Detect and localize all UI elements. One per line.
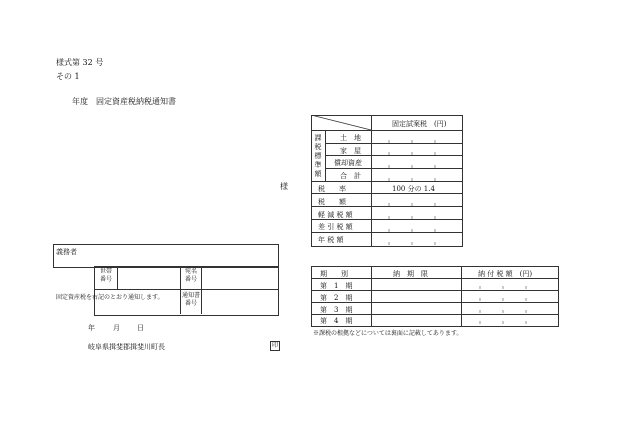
row-total-label: 合 計: [340, 172, 361, 180]
period-1: 第 1 期: [320, 282, 353, 290]
amount-header: 納 付 税 額 (円): [478, 270, 533, 278]
tax-header-label: 固定試案税 (円): [392, 120, 447, 128]
recipient-number-label: 宛名番号: [184, 268, 197, 283]
seal-icon: 印: [271, 342, 278, 349]
notice-text: 固定資産税を右記のとおり通知します。: [56, 294, 164, 301]
rate-label: 税 率: [318, 185, 346, 193]
net-label: 差 引 税 額: [318, 223, 353, 231]
installment-footnote: ※課税の根拠などについては裏面に記載してあります。: [313, 330, 463, 337]
honorific: 様: [280, 182, 288, 191]
row-depreciable-label: 償却資産: [334, 159, 362, 167]
document-title: 年度 固定資産税納税通知書: [72, 97, 176, 106]
standard-label: 課税標準額: [314, 134, 322, 178]
digit-tick-marks: [372, 130, 462, 245]
deadline-header: 納 期 限: [393, 270, 428, 278]
household-number-label: 世帯番号: [99, 268, 112, 283]
issuer-name: 岐阜県揖斐郡揖斐川町長: [88, 343, 165, 351]
period-2: 第 2 期: [320, 294, 353, 302]
reduction-label: 軽 減 税 額: [318, 211, 353, 219]
row-land-label: 土 地: [340, 134, 361, 142]
amount-label: 税 額: [318, 198, 346, 206]
row-building-label: 家 屋: [340, 147, 361, 155]
period-header: 期 別: [320, 270, 348, 278]
annual-label: 年 税 額: [318, 236, 344, 244]
form-number: 様式第 32 号: [56, 58, 104, 67]
period-4: 第 4 期: [320, 317, 353, 325]
rate-value: 100 分の 1.4: [392, 185, 435, 193]
diagonal-slash-icon: [311, 115, 372, 131]
date-day: 日: [137, 324, 144, 332]
taxpayer-label: 義務者: [56, 248, 77, 256]
date-month: 月: [113, 324, 120, 332]
date-year: 年: [88, 324, 95, 332]
notice-number-label: 通知書番号: [182, 292, 201, 307]
sub-number: その 1: [56, 72, 80, 81]
installment-tick-marks: [462, 278, 558, 326]
period-3: 第 3 期: [320, 306, 353, 314]
